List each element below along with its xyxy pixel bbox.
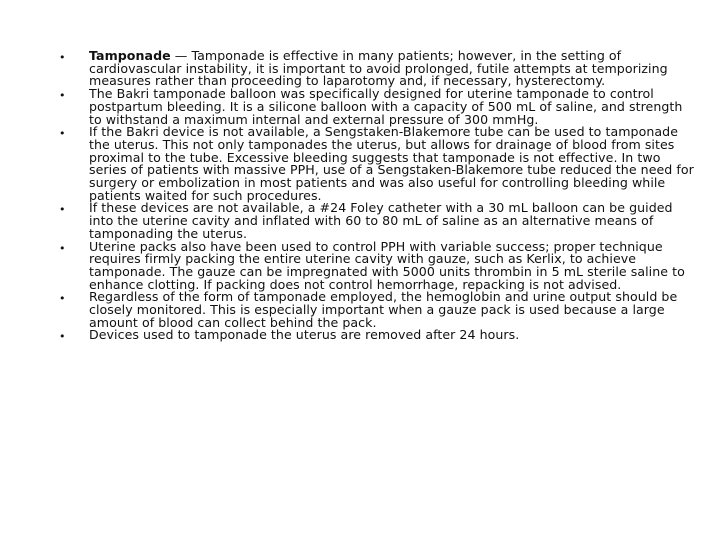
bullet-lead-term: Tamponade	[89, 48, 171, 63]
bullet-text: Devices used to tamponade the uterus are removed after 24 hours.	[89, 327, 520, 343]
bullet-dot-icon: •	[59, 89, 66, 103]
bullet-item-sengstaken-blakemore	[58, 126, 698, 202]
bullet-item-tamponade	[58, 50, 698, 88]
bullet-dot-icon: •	[59, 203, 66, 217]
bullet-body: — Tamponade is effective in many patients; however, in the setting of cardiovascular instability, it is important to avoid prolonged, futile attempts at temporizing measures rather than proceeding to laparotomy and, if necessary, hysterectomy.	[89, 48, 668, 89]
bullet-text	[89, 48, 668, 88]
bullet-item-uterine-packs	[58, 238, 698, 292]
bullet-item-foley-catheter	[58, 202, 698, 240]
bullet-text: Uterine packs also have been used to control PPH with variable success; proper technique requires firmly packing the entire uterine cavity with gauze, such as Kerlix, to achieve tamponade. The gauze can be impregnated with 5000 units thrombin in 5 mL sterile saline to enhance clotting. If packing does not control hemorrhage, repacking is not advised.	[89, 238, 685, 292]
bullet-dot-icon: •	[59, 330, 66, 344]
bullet-text: The Bakri tamponade balloon was specifically designed for uterine tamponade to control postpartum bleeding. It is a silicone balloon with a capacity of 500 mL of saline, and strength to withstand a maximum internal and external pressure of 300 mmHg.	[89, 86, 683, 127]
bullet-item-bakri-balloon	[58, 88, 698, 126]
bullet-dot-icon: •	[59, 51, 66, 64]
bullet-text: Regardless of the form of tamponade employed, the hemoglobin and urine output should be closely monitored. This is especially important when a gauze pack is used because a large amount of blood can collect behind the pack.	[89, 289, 678, 330]
bullet-dot-icon: •	[59, 127, 66, 141]
bullet-item-removal	[58, 329, 698, 342]
bullet-list	[58, 50, 698, 342]
bullet-dot-icon: •	[59, 241, 66, 255]
bullet-dot-icon: •	[59, 292, 66, 306]
bullet-text: If the Bakri device is not available, a Sengstaken-Blakemore tube can be used to tamponade the uterus. This not only tamponades the uterus, but allows for drainage of blood from sites proximal to the tube. Excessive bleeding suggests that tamponade is not effective. In two series of patients with massive PPH, use of a Sengstaken-Blakemore tube reduced the need for surgery or embolization in most patients and was also useful for controlling bleeding while patients waited for such procedures.	[89, 124, 694, 203]
bullet-text: If these devices are not available, a #24 Foley catheter with a 30 mL balloon can be guided into the uterine cavity and inflated with 60 to 80 mL of saline as an alternative means of tamponading the uterus.	[89, 200, 673, 241]
bullet-item-monitoring	[58, 291, 698, 329]
